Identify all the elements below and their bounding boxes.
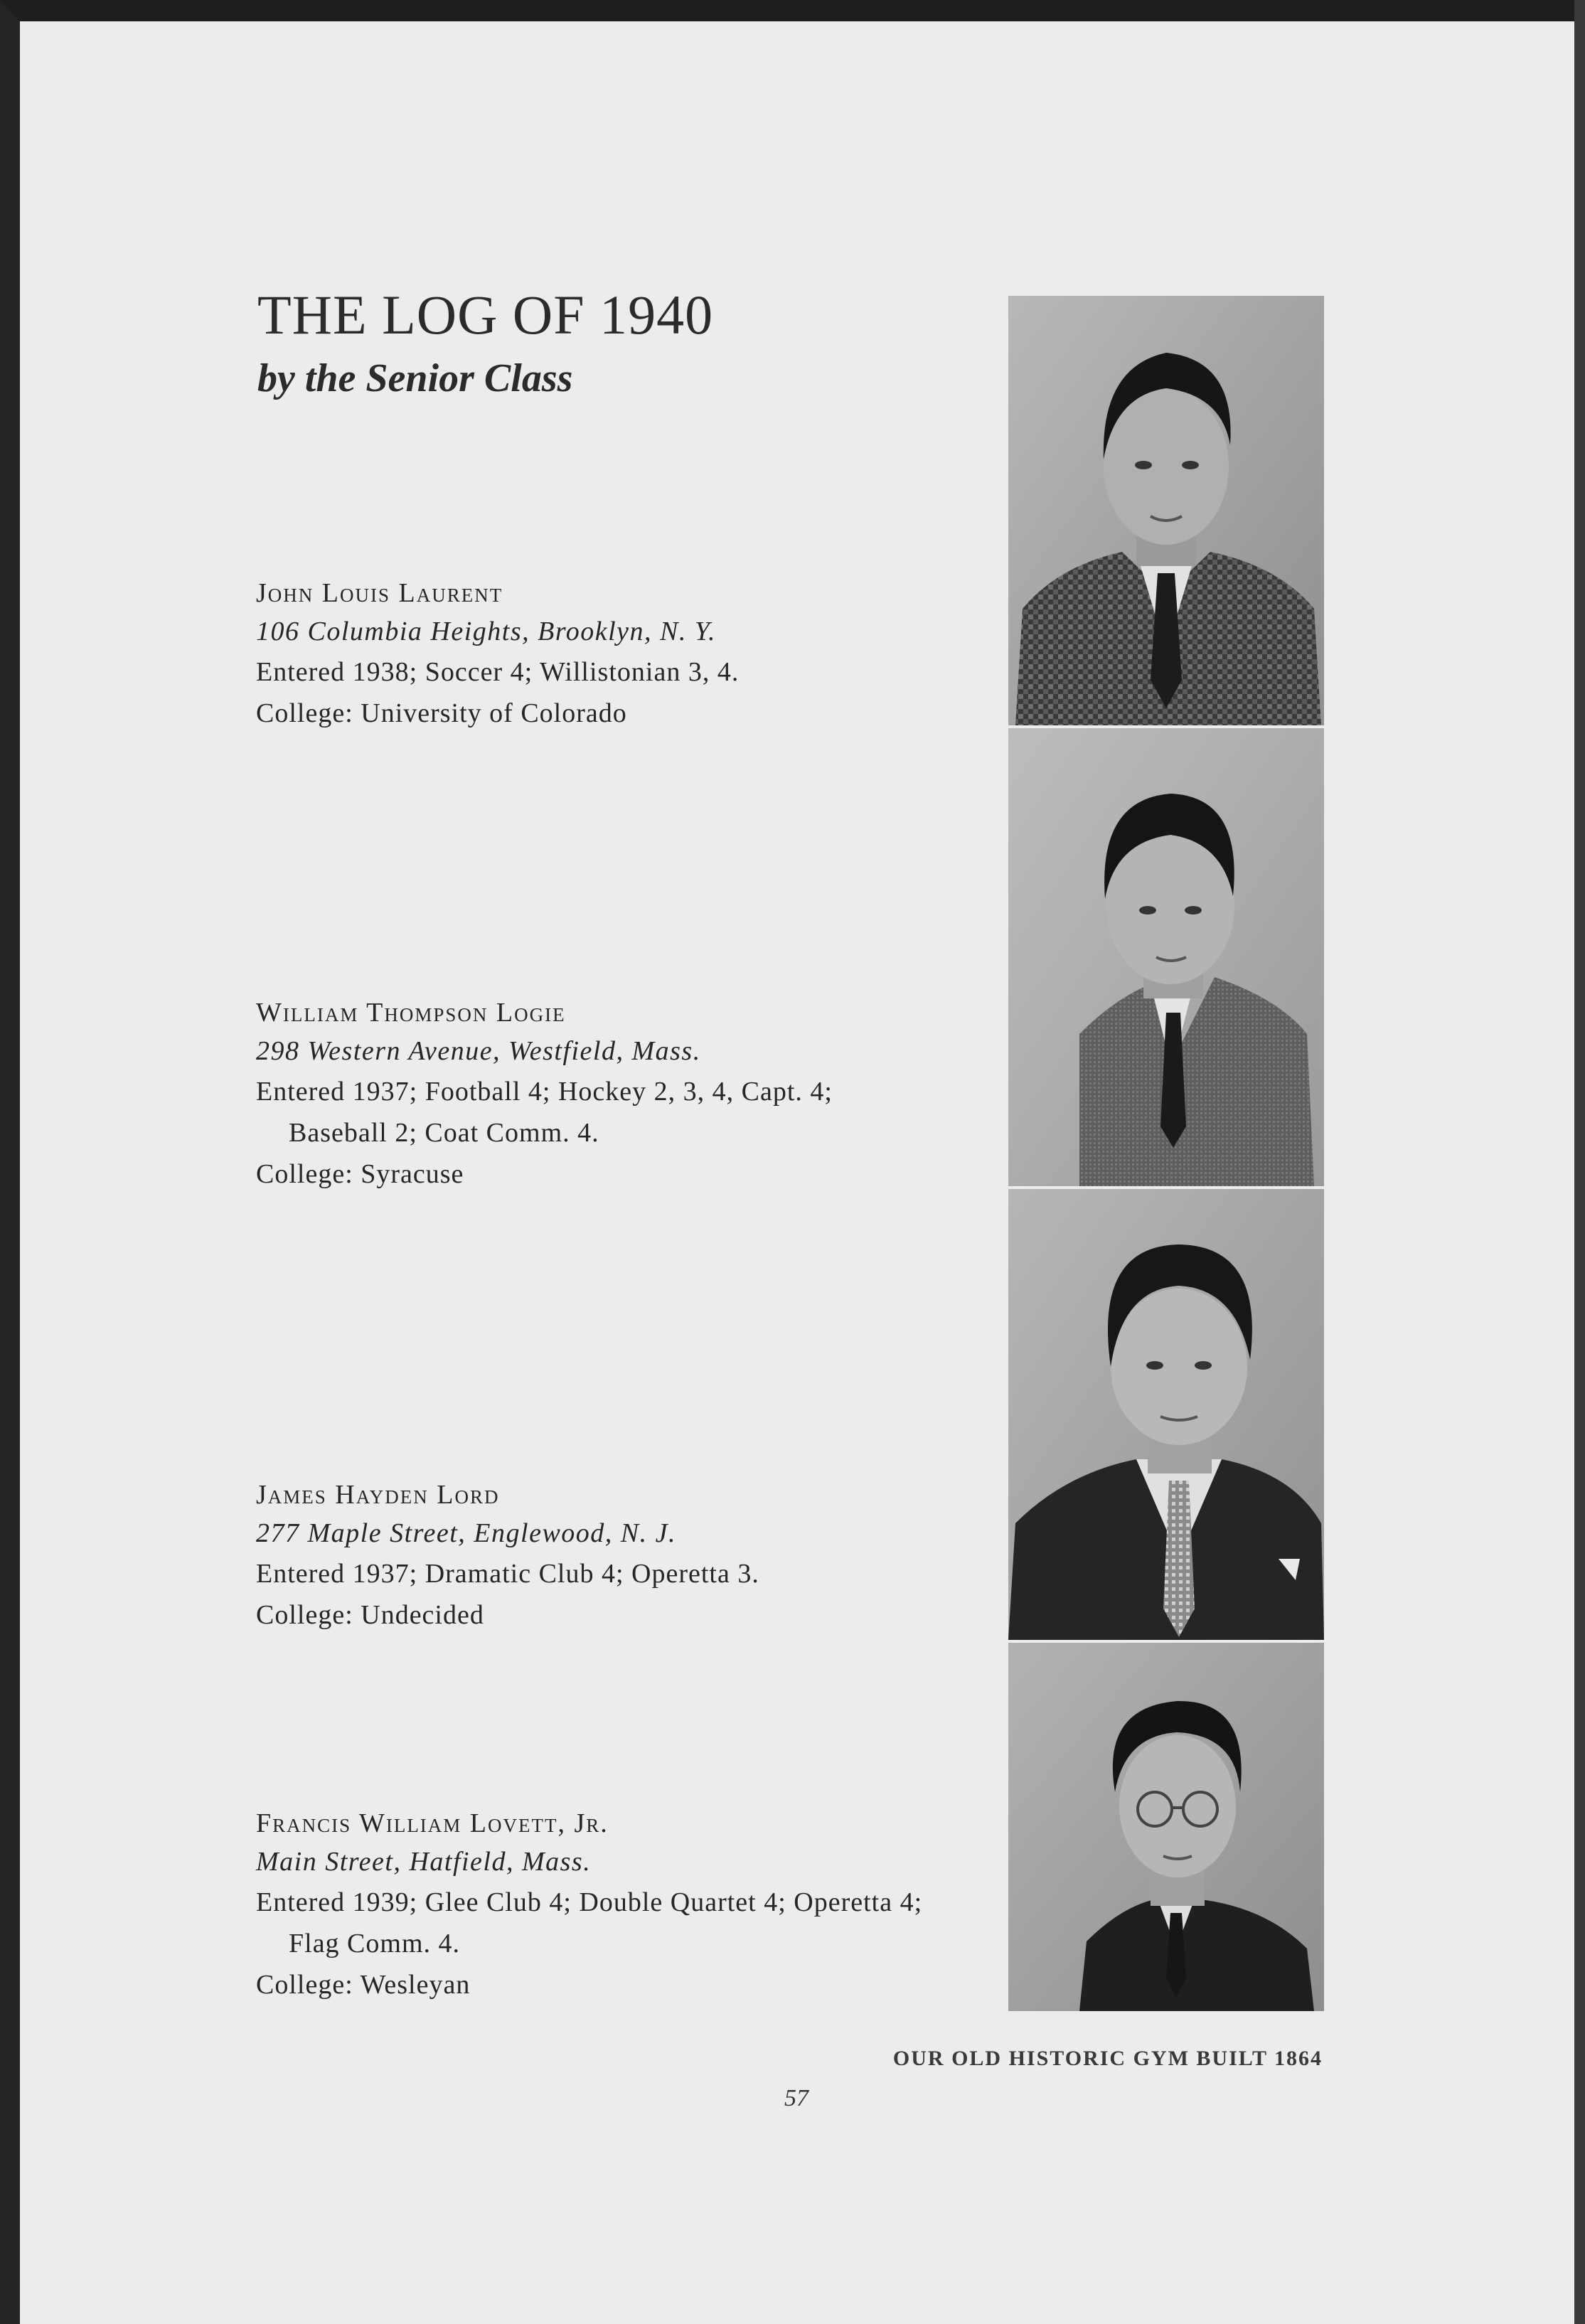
student-address: Main Street, Hatfield, Mass. xyxy=(256,1847,592,1877)
student-name: John Louis Laurent xyxy=(256,578,503,608)
student-college: College: Undecided xyxy=(256,1600,484,1630)
student-portrait-photo xyxy=(1008,1643,1324,2011)
student-entry xyxy=(256,575,967,734)
student-entry xyxy=(256,1476,967,1636)
student-college: College: Syracuse xyxy=(256,1159,464,1189)
student-portrait-photo xyxy=(1008,296,1324,725)
student-name: James Hayden Lord xyxy=(256,1480,500,1510)
student-entry xyxy=(256,994,967,1195)
student-name: William Thompson Logie xyxy=(256,998,566,1028)
student-activities: Entered 1937; Football 4; Hockey 2, 3, 4, Capt. 4; Baseball 2; Coat Comm. 4. xyxy=(256,1077,833,1148)
page-number: 57 xyxy=(784,2085,808,2111)
student-address: 106 Columbia Heights, Brooklyn, N. Y. xyxy=(256,617,716,646)
photo-caption: OUR OLD HISTORIC GYM BUILT 1864 xyxy=(892,2047,1323,2070)
student-address: 298 Western Avenue, Westfield, Mass. xyxy=(256,1036,701,1066)
student-address: 277 Maple Street, Englewood, N. J. xyxy=(256,1518,676,1548)
student-portrait-photo xyxy=(1008,728,1324,1186)
student-name: Francis William Lovett, Jr. xyxy=(256,1808,609,1838)
student-college: College: Wesleyan xyxy=(256,1970,471,2000)
student-activities: Entered 1939; Glee Club 4; Double Quartet 4; Operetta 4; Flag Comm. 4. xyxy=(256,1887,923,1958)
page-edge xyxy=(1574,0,1585,2324)
student-activities: Entered 1937; Dramatic Club 4; Operetta 3. xyxy=(256,1559,759,1589)
student-portrait-photo xyxy=(1008,1189,1324,1640)
page-subtitle: by the Senior Class xyxy=(257,356,573,400)
student-activities: Entered 1938; Soccer 4; Willistonian 3, 4. xyxy=(256,657,740,687)
page-title: THE LOG OF 1940 xyxy=(257,284,714,346)
student-college: College: University of Colorado xyxy=(256,698,627,728)
student-entry xyxy=(256,1805,967,2005)
